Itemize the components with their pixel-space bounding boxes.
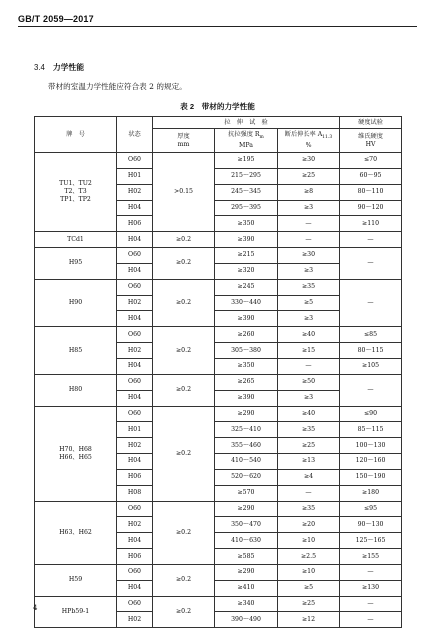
thickness-cell: ≥0.2	[153, 279, 215, 327]
temper-cell: H04	[117, 454, 153, 470]
table-row	[35, 501, 402, 517]
hardness-cell: ≤85	[340, 327, 402, 343]
tensile-strength-cell: ≥390	[215, 390, 278, 406]
elongation-cell: ≥40	[278, 327, 340, 343]
tensile-strength-cell: ≥320	[215, 263, 278, 279]
header-vickers-hardness	[340, 129, 402, 153]
temper-cell: H01	[117, 422, 153, 438]
grade-line: TU1、TU2	[59, 180, 92, 188]
temper-cell: O60	[117, 596, 153, 612]
grade-cell	[35, 564, 117, 596]
hardness-cell: 80～110	[340, 184, 402, 200]
header-rule	[18, 26, 417, 27]
temper-cell: H04	[117, 311, 153, 327]
tensile-strength-cell: 330～440	[215, 295, 278, 311]
tensile-strength-cell: ≥340	[215, 596, 278, 612]
hardness-cell: 80～115	[340, 343, 402, 359]
tensile-strength-cell: ≥585	[215, 549, 278, 565]
thickness-cell: ≥0.2	[153, 501, 215, 564]
elongation-cell: ≥10	[278, 533, 340, 549]
hardness-cell: ≤95	[340, 501, 402, 517]
grade-cell	[35, 501, 117, 564]
table-row	[35, 374, 402, 390]
temper-cell: H08	[117, 485, 153, 501]
header-strength-sub: m	[259, 135, 264, 141]
tensile-strength-cell: ≥290	[215, 564, 278, 580]
hardness-cell: ≥110	[340, 216, 402, 232]
grade-cell	[35, 153, 117, 232]
thickness-cell: >0.15	[153, 153, 215, 232]
thickness-cell: ≥0.2	[153, 248, 215, 280]
page-number: 4	[33, 604, 38, 612]
elongation-cell: ≥35	[278, 279, 340, 295]
hardness-cell: —	[340, 279, 402, 327]
elongation-cell: ≥30	[278, 248, 340, 264]
table-row	[35, 279, 402, 295]
table-row	[35, 596, 402, 612]
temper-cell: O60	[117, 279, 153, 295]
section-heading	[34, 62, 84, 73]
table-row	[35, 327, 402, 343]
grade-line: H90	[68, 299, 83, 307]
thickness-cell: ≥0.2	[153, 327, 215, 375]
tensile-strength-cell: ≥390	[215, 311, 278, 327]
document-code: GB/T 2059—2017	[18, 14, 94, 24]
header-tensile-strength	[215, 129, 278, 153]
elongation-cell: ≥13	[278, 454, 340, 470]
section-title: 力学性能	[52, 63, 85, 72]
hardness-cell: —	[340, 232, 402, 248]
temper-cell: H02	[117, 343, 153, 359]
elongation-cell: ≥10	[278, 564, 340, 580]
hardness-cell: ≥130	[340, 580, 402, 596]
tensile-strength-cell: 410～630	[215, 533, 278, 549]
temper-cell: H02	[117, 184, 153, 200]
temper-cell: H01	[117, 168, 153, 184]
elongation-cell: ≥25	[278, 438, 340, 454]
temper-cell: H06	[117, 549, 153, 565]
grade-line: HPb59-1	[61, 607, 90, 615]
tensile-strength-cell: ≥410	[215, 580, 278, 596]
elongation-cell: ≥3	[278, 200, 340, 216]
tensile-strength-cell: ≥195	[215, 153, 278, 169]
temper-cell: O60	[117, 153, 153, 169]
temper-cell: H02	[117, 295, 153, 311]
temper-cell: H04	[117, 263, 153, 279]
elongation-cell: ≥2.5	[278, 549, 340, 565]
temper-cell: O60	[117, 564, 153, 580]
thickness-cell: ≥0.2	[153, 232, 215, 248]
hardness-cell: ≤90	[340, 406, 402, 422]
table-body	[35, 153, 402, 628]
elongation-cell: —	[278, 358, 340, 374]
tensile-strength-cell: 295～395	[215, 200, 278, 216]
header-grade: 牌 号	[35, 117, 117, 153]
grade-line: H95	[68, 259, 83, 267]
mechanical-properties-table	[34, 116, 402, 628]
hardness-cell: ≥105	[340, 358, 402, 374]
tensile-strength-cell: 520～620	[215, 469, 278, 485]
hardness-cell: —	[340, 612, 402, 628]
elongation-cell: ≥3	[278, 390, 340, 406]
header-tensile-test: 拉 伸 试 验	[153, 117, 340, 129]
hardness-cell: 120～160	[340, 454, 402, 470]
grade-cell	[35, 248, 117, 280]
tensile-strength-cell: 410～540	[215, 454, 278, 470]
grade-line: H70、H68	[59, 445, 92, 453]
table-row	[35, 248, 402, 264]
hardness-cell: ≥180	[340, 485, 402, 501]
elongation-cell: ≥5	[278, 295, 340, 311]
header-strength-label: 抗拉强度 R	[228, 130, 260, 138]
temper-cell: H02	[117, 438, 153, 454]
hardness-cell: —	[340, 374, 402, 406]
grade-line: H66、H65	[59, 453, 92, 461]
tensile-strength-cell: ≥570	[215, 485, 278, 501]
header-temper: 状态	[117, 117, 153, 153]
header-elongation-sub: 11.3	[322, 135, 333, 141]
elongation-cell: ≥35	[278, 501, 340, 517]
header-elongation	[278, 129, 340, 153]
temper-cell: O60	[117, 406, 153, 422]
temper-cell: H04	[117, 232, 153, 248]
grade-cell	[35, 406, 117, 501]
elongation-cell: ≥30	[278, 153, 340, 169]
tensile-strength-cell: ≥265	[215, 374, 278, 390]
tensile-strength-cell: 305～380	[215, 343, 278, 359]
table-row	[35, 564, 402, 580]
elongation-cell: ≥8	[278, 184, 340, 200]
table-row	[35, 232, 402, 248]
elongation-cell: —	[278, 485, 340, 501]
grade-line: TP1、TP2	[60, 196, 91, 204]
tensile-strength-cell: 350～470	[215, 517, 278, 533]
grade-cell	[35, 232, 117, 248]
header-hardness-label: 维氏硬度	[358, 132, 383, 140]
header-thickness-label: 厚度	[177, 132, 190, 140]
header-elongation-label: 断后伸长率 A	[284, 130, 323, 138]
grade-cell	[35, 374, 117, 406]
tensile-strength-cell: ≥290	[215, 501, 278, 517]
hardness-cell: —	[340, 564, 402, 580]
table-caption: 表 2 带材的力学性能	[180, 102, 255, 111]
elongation-cell: ≥25	[278, 596, 340, 612]
temper-cell: O60	[117, 327, 153, 343]
tensile-strength-cell: ≥245	[215, 279, 278, 295]
temper-cell: H04	[117, 358, 153, 374]
header-elongation-unit: %	[305, 142, 312, 150]
elongation-cell: ≥25	[278, 168, 340, 184]
grade-line: H80	[68, 386, 83, 394]
grade-line: H63、H62	[59, 528, 92, 536]
tensile-strength-cell: ≥390	[215, 232, 278, 248]
temper-cell: O60	[117, 374, 153, 390]
tensile-strength-cell: ≥290	[215, 406, 278, 422]
temper-cell: H04	[117, 580, 153, 596]
section-number: 3.4	[34, 63, 45, 72]
thickness-cell: ≥0.2	[153, 564, 215, 596]
tensile-strength-cell: 390～490	[215, 612, 278, 628]
hardness-cell: 85～115	[340, 422, 402, 438]
hardness-cell: ≤70	[340, 153, 402, 169]
hardness-cell: 90～130	[340, 517, 402, 533]
temper-cell: O60	[117, 501, 153, 517]
temper-cell: H02	[117, 612, 153, 628]
hardness-cell: 60～95	[340, 168, 402, 184]
temper-cell: H06	[117, 469, 153, 485]
header-hardness-test: 硬度试验	[340, 117, 402, 129]
tensile-strength-cell: 215～295	[215, 168, 278, 184]
body-paragraph: 带材的室温力学性能应符合表 2 的规定。	[48, 82, 187, 91]
tensile-strength-cell: ≥215	[215, 248, 278, 264]
elongation-cell: ≥15	[278, 343, 340, 359]
grade-line: T2、T3	[64, 188, 87, 196]
temper-cell: H04	[117, 200, 153, 216]
hardness-cell: 90～120	[340, 200, 402, 216]
elongation-cell: —	[278, 232, 340, 248]
temper-cell: O60	[117, 248, 153, 264]
hardness-cell: —	[340, 248, 402, 280]
hardness-cell: —	[340, 596, 402, 612]
tensile-strength-cell: 325～410	[215, 422, 278, 438]
grade-line: TCd1	[67, 235, 84, 243]
elongation-cell: ≥5	[278, 580, 340, 596]
elongation-cell: ≥40	[278, 406, 340, 422]
elongation-cell: ≥3	[278, 263, 340, 279]
temper-cell: H04	[117, 390, 153, 406]
thickness-cell: ≥0.2	[153, 406, 215, 501]
elongation-cell: ≥50	[278, 374, 340, 390]
hardness-cell: ≥155	[340, 549, 402, 565]
header-thickness	[153, 129, 215, 153]
elongation-cell: ≥20	[278, 517, 340, 533]
tensile-strength-cell: ≥350	[215, 358, 278, 374]
hardness-cell: 100～130	[340, 438, 402, 454]
tensile-strength-cell: ≥350	[215, 216, 278, 232]
temper-cell: H02	[117, 517, 153, 533]
temper-cell: H06	[117, 216, 153, 232]
header-hardness-unit: HV	[365, 140, 376, 148]
elongation-cell: ≥4	[278, 469, 340, 485]
thickness-cell: ≥0.2	[153, 374, 215, 406]
tensile-strength-cell: 355～460	[215, 438, 278, 454]
hardness-cell: 150～190	[340, 469, 402, 485]
tensile-strength-cell: ≥260	[215, 327, 278, 343]
grade-line: H59	[68, 576, 83, 584]
table-row	[35, 406, 402, 422]
header-strength-unit: MPa	[239, 142, 253, 150]
temper-cell: H04	[117, 533, 153, 549]
elongation-cell: —	[278, 216, 340, 232]
elongation-cell: ≥3	[278, 311, 340, 327]
elongation-cell: ≥35	[278, 422, 340, 438]
thickness-cell: ≥0.2	[153, 596, 215, 628]
table-row	[35, 153, 402, 169]
header-thickness-unit: mm	[177, 140, 190, 148]
grade-cell	[35, 327, 117, 375]
tensile-strength-cell: 245～345	[215, 184, 278, 200]
hardness-cell: 125～165	[340, 533, 402, 549]
grade-cell	[35, 279, 117, 327]
elongation-cell: ≥12	[278, 612, 340, 628]
grade-line: H85	[68, 346, 83, 354]
grade-cell	[35, 596, 117, 628]
